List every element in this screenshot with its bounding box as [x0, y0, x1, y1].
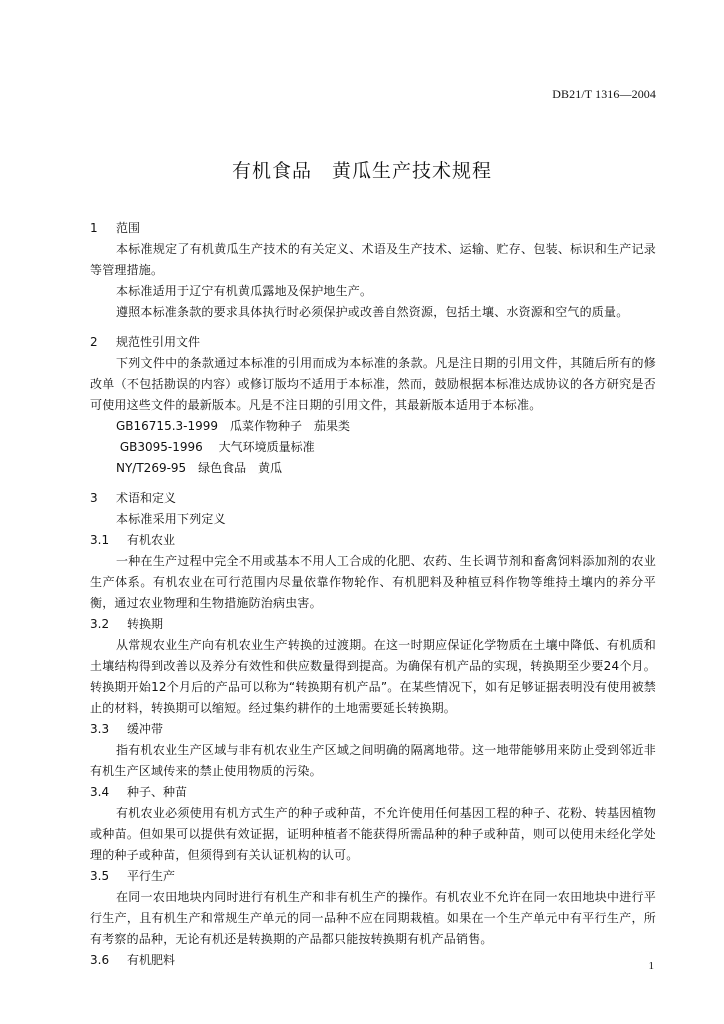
term-number: 3.6	[90, 953, 110, 967]
term-definition: 在同一农田地块内同时进行有机生产和非有机生产的操作。有机农业不允许在同一农田地块中进行平行生产，且有机生产和常规生产单元的同一品种不应在同期栽植。如果在一个生产单元中有平行生产，所有考察的品种，无论有机还是转换期的产品都只能按转换期有机产品销售。	[90, 890, 656, 946]
term-number: 3.3	[90, 722, 110, 736]
doc-code: DB21/T 1316—2004	[552, 87, 656, 101]
section-number: 3	[90, 491, 98, 505]
term-heading	[90, 782, 656, 803]
term-definition: 有机农业必须使用有机方式生产的种子或种苗，不允许使用任何基因工程的种子、花粉、转基因植物或种苗。但如果可以提供有效证据，证明种植者不能获得所需品种的种子或种苗，则可以使用未经化学处理的种子或种苗，但须得到有关认证机构的认可。	[90, 806, 656, 862]
term-heading	[90, 719, 656, 740]
document-body	[90, 218, 656, 971]
section-3	[90, 488, 656, 971]
term-3-4	[90, 782, 656, 866]
term-label: 缓冲带	[127, 722, 164, 736]
reference-item: GB3095-1996 大气环境质量标准	[116, 440, 315, 454]
paragraph: 本标准采用下列定义	[116, 512, 226, 526]
section-label: 规范性引用文件	[116, 335, 201, 349]
paragraph: 下列文件中的条款通过本标准的引用而成为本标准的条款。凡是注日期的引用文件，其随后所有的修改单（不包括勘误的内容）或修订版均不适用于本标准，然而，鼓励根据本标准达成协议的各方研究是否可使用这些文件的最新版本。凡是不注日期的引用文件，其最新版本适用于本标准。	[90, 356, 656, 412]
term-label: 种子、种苗	[127, 785, 188, 799]
term-number: 3.5	[90, 869, 110, 883]
term-definition: 指有机农业生产区域与非有机农业生产区域之间明确的隔离地带。这一地带能够用来防止受到邻近非有机生产区域传来的禁止使用物质的污染。	[90, 743, 656, 778]
term-3-3	[90, 719, 656, 782]
paragraph: 本标准适用于辽宁有机黄瓜露地及保护地生产。	[116, 284, 373, 298]
term-heading	[90, 530, 656, 551]
document-title: 有机食品 黄瓜生产技术规程	[231, 160, 492, 182]
section-number: 2	[90, 335, 98, 349]
term-definition: 从常规农业生产向有机农业生产转换的过渡期。在这一时期应保证化学物质在土壤中降低、有机质和土壤结构得到改善以及养分有效性和供应数量得到提高。为确保有机产品的实现，转换期至少要24个月。转换期开始12个月后的产品可以称为“转换期有机产品”。在某些情况下，如有足够证据表明没有使用被禁止的材料，转换期可以缩短。经过集约耕作的土地需要延长转换期。	[90, 638, 656, 715]
section-heading	[90, 332, 656, 353]
term-label: 有机农业	[127, 533, 176, 547]
term-definition: 一种在生产过程中完全不用或基本不用人工合成的化肥、农药、生长调节剂和畜禽饲料添加剂的农业生产体系。有机农业在可行范围内尽量依靠作物轮作、有机肥料及种植豆科作物等维持土壤内的养分平衡，通过农业物理和生物措施防治病虫害。	[90, 554, 656, 610]
reference-item: NY/T269-95 绿色食品 黄瓜	[116, 461, 283, 475]
term-3-1	[90, 530, 656, 614]
term-3-2	[90, 614, 656, 719]
reference-item: GB16715.3-1999 瓜菜作物种子 茄果类	[116, 419, 351, 433]
term-label: 转换期	[127, 617, 164, 631]
term-label: 有机肥料	[127, 953, 176, 967]
section-label: 术语和定义	[116, 491, 177, 505]
paragraph: 遵照本标准条款的要求具体执行时必须保护或改善自然资源，包括土壤、水资源和空气的质量。	[116, 305, 629, 319]
term-label: 平行生产	[127, 869, 176, 883]
term-number: 3.2	[90, 617, 110, 631]
section-heading	[90, 488, 656, 509]
term-heading	[90, 866, 656, 887]
term-3-6	[90, 950, 656, 971]
paragraph: 本标准规定了有机黄瓜生产技术的有关定义、术语及生产技术、运输、贮存、包装、标识和生产记录等管理措施。	[90, 242, 656, 277]
term-heading	[90, 614, 656, 635]
term-3-5	[90, 866, 656, 950]
section-label: 范围	[116, 221, 141, 235]
page-number: 1	[648, 960, 654, 972]
term-number: 3.4	[90, 785, 110, 799]
section-1	[90, 218, 656, 323]
section-heading	[90, 218, 656, 239]
term-heading	[90, 950, 656, 971]
section-number: 1	[90, 221, 98, 235]
section-2	[90, 332, 656, 479]
term-number: 3.1	[90, 533, 110, 547]
